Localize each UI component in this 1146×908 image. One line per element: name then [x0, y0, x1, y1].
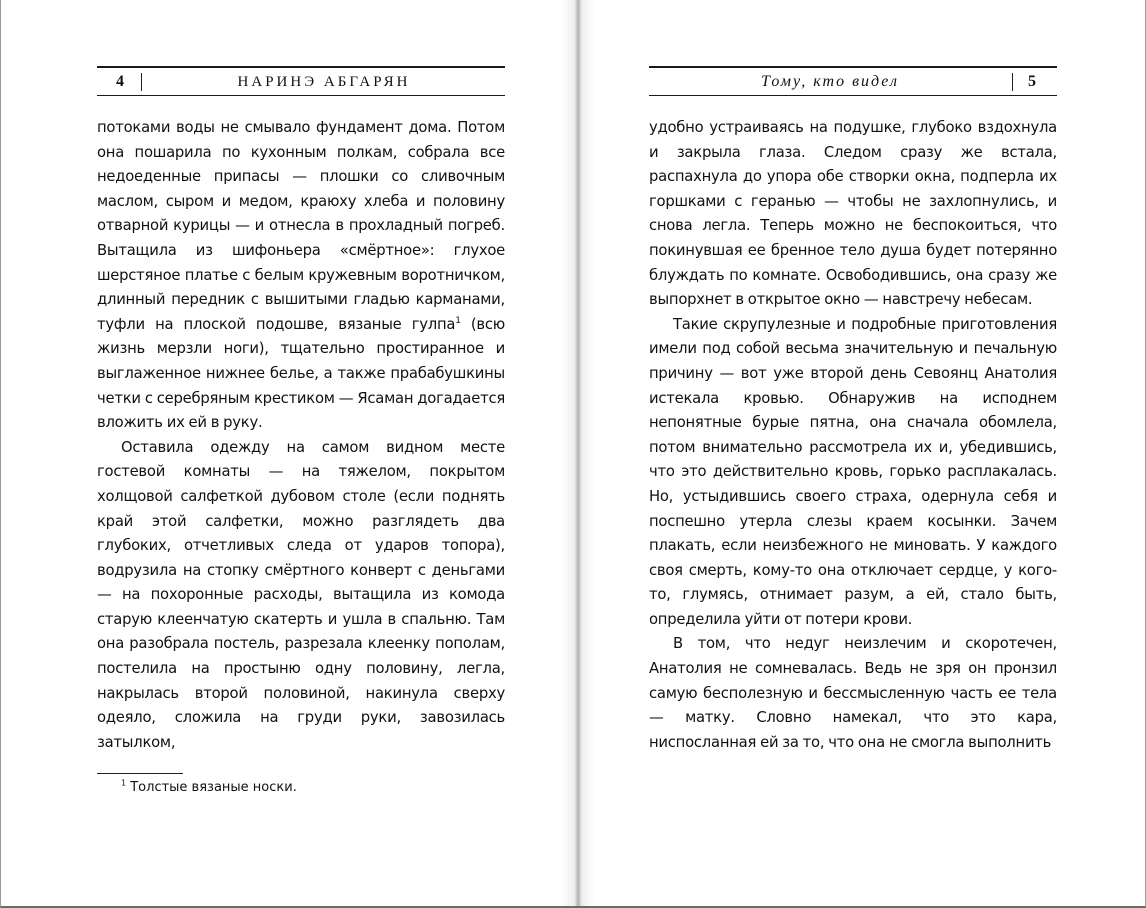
running-head-author: НАРИНЭ АБГАРЯН [237, 74, 411, 90]
running-head-left [97, 66, 505, 96]
paragraph-text: (всю жизнь мерзли ноги), тщательно простиранное и выглаженное нижнее белье, а также прабабушкины четки с серебряным крестиком — Ясаман догадается вложить их ей в руку. [97, 315, 505, 432]
footnote-text: Толстые вязаные носки. [130, 780, 297, 795]
folio-separator [141, 73, 142, 91]
left-page [1, 0, 576, 906]
paragraph: В том, что недуг неизлечим и скоротечен, Анатолия не сомневалась. Ведь не зря он пронзил самую бесполезную и бессмысленную часть ее тела — матку. Словно намекал, что это кара, ниспосланная ей за то, что она не смогла выполнить [649, 635, 1057, 751]
footnote-reference[interactable]: 1 [455, 315, 461, 326]
paragraph-text: потоками воды не смывало фундамент дома. Потом она пошарила по кухонным полкам, собрала все недоеденные припасы — плошки со сливочным маслом, сыром и медом, краюху хлеба и половину отварной курицы — и отнесла в прохладный погреб. Вытащила из шифоньера «смёртное»: глухое шерстяное платье с белым кружевным воротничком, длинный передник с вышитыми гладью карманами, туфли на плоской подошве, вязаные гулпа [97, 119, 505, 333]
folio-separator [1012, 73, 1013, 91]
footnote-rule [97, 773, 183, 774]
footnote-mark: 1 [121, 778, 127, 788]
paragraph [97, 116, 505, 436]
page-number-left: 4 [116, 73, 124, 90]
running-head-right [649, 66, 1057, 96]
running-head-title: Тому, кто видел [761, 73, 899, 90]
right-page [576, 0, 1146, 906]
paragraph: удобно устраиваясь на подушке, глубоко вздохнула и закрыла глаза. Следом сразу же встала, распахнула до упора обе створки окна, подперла их горшками с геранью — чтобы не захлопнулись, и снова легла. Теперь можно не беспокоиться, что покинувшая ее бренное тело душа будет потерянно блуждать по комнате. Освободившись, она сразу же выпорхнет в открытое окно — навстречу небесам. [649, 119, 1057, 309]
page-number-right: 5 [1028, 73, 1036, 90]
paragraph: Такие скрупулезные и подробные приготовления имели под собой весьма значительную и печальную причину — вот уже второй день Севоянц Анатолия истекала кровью. Обнаружив на исподнем непонятные бурые пятна, она сначала обомлела, потом внимательно рассмотрела их и, убедившись, что это действительно кровь, горько расплакалась. Но, устыдившись своего страха, одернула себя и поспешно утерла слезы краем косынки. Зачем плакать, если неизбежного не миновать. У каждого своя смерть, кому-то она отключает сердце, у кого-то, глумясь, отнимает разум, а ей, стало быть, определила уйти от потери крови. [649, 315, 1057, 628]
paragraph: Оставила одежду на самом видном месте гостевой комнаты — на тяжелом, покрытом холщовой салфеткой дубовом столе (если поднять край этой салфетки, можно разглядеть два глубоких, отчетливых следа от ударов топора), водрузила на стопку смёртного конверт с деньгами — на похоронные расходы, вытащила из комода старую клеенчатую скатерть и ушла в спальню. Там она разобрала постель, разрезала клеенку пополам, постелила на простыню одну половину, легла, накрылась второй половиной, накинула сверху одеяло, сложила на груди руки, завозилась затылком, [97, 438, 505, 751]
left-page-text [97, 116, 505, 755]
footnote [121, 778, 501, 798]
right-page-text [649, 116, 1057, 755]
